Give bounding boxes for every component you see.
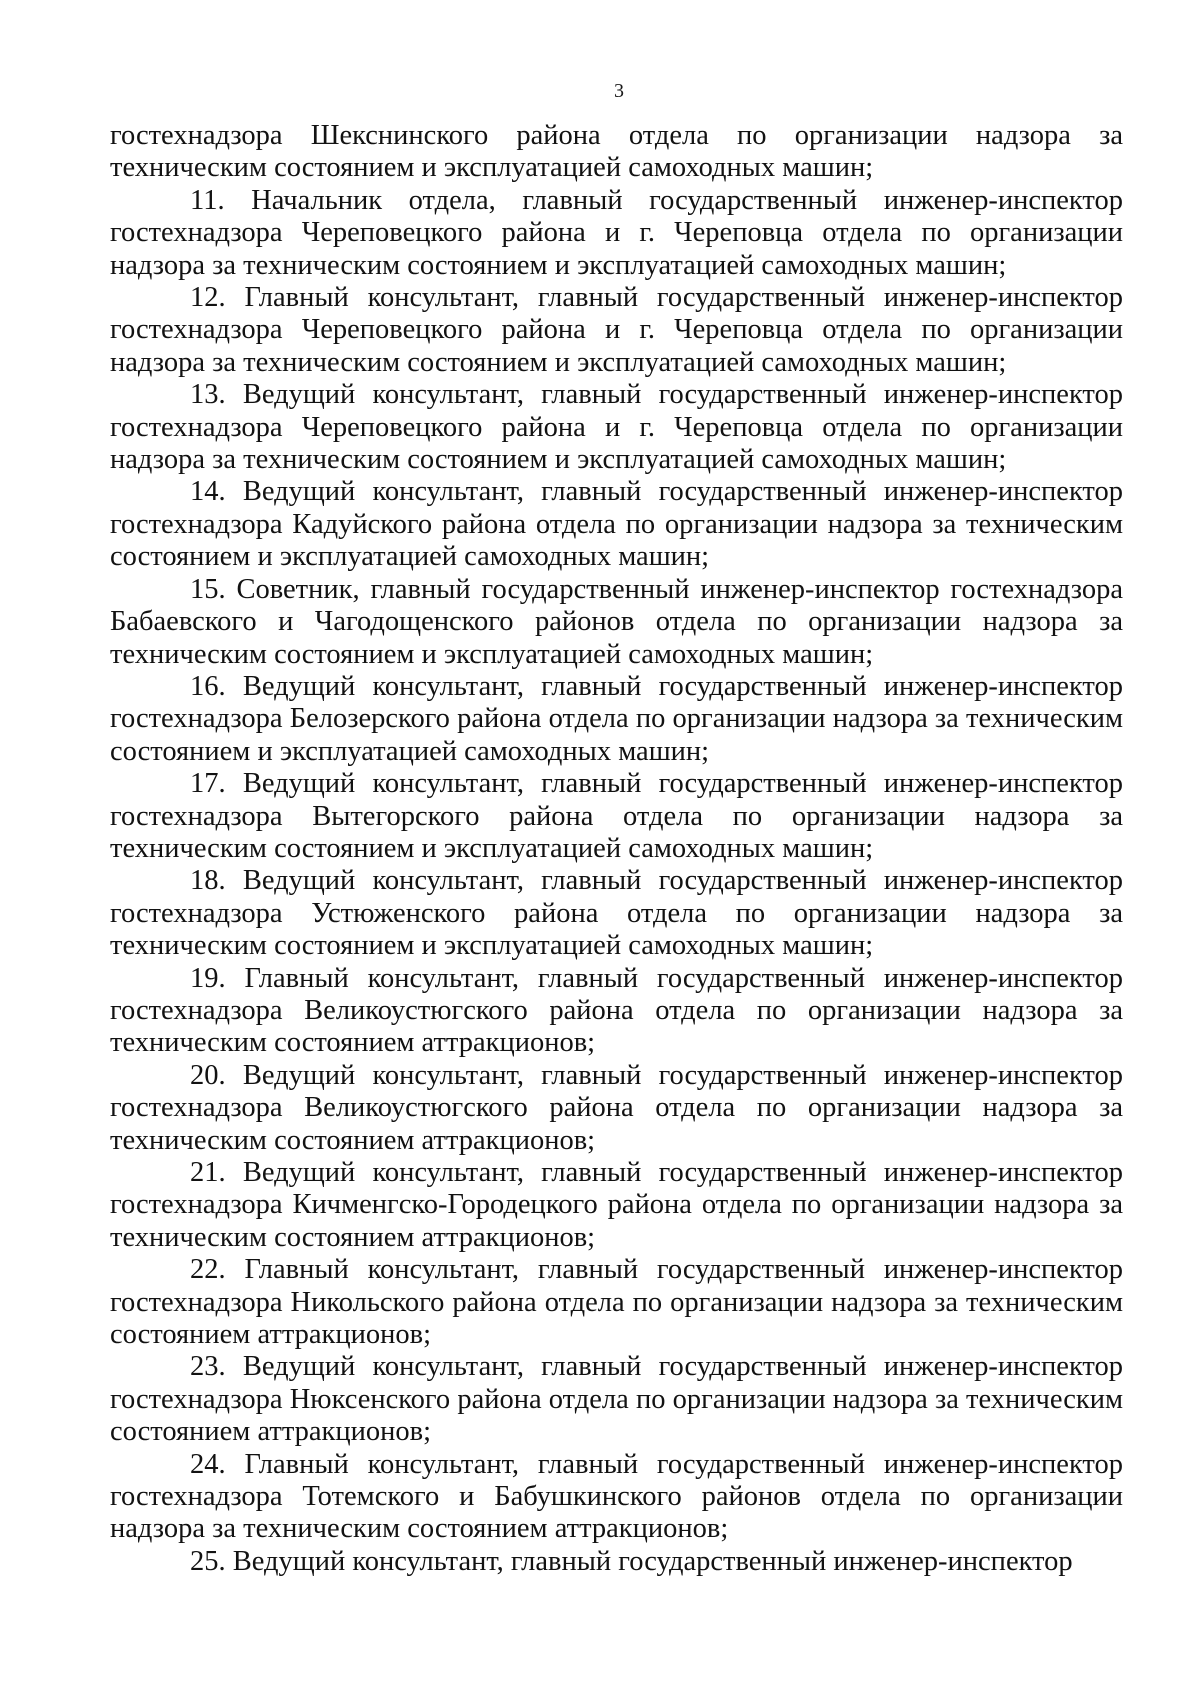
paragraph-item-19: 19. Главный консультант, главный государственный инженер-инспектор гостехнадзора Великоустюгского района отдела по организации надзора за техническим состоянием аттракционов; bbox=[110, 962, 1123, 1059]
paragraph-item-24: 24. Главный консультант, главный государственный инженер-инспектор гостехнадзора Тотемского и Бабушкинского районов отдела по организации надзора за техническим состоянием аттракционов; bbox=[110, 1448, 1123, 1545]
paragraph-item-13: 13. Ведущий консультант, главный государственный инженер-инспектор гостехнадзора Череповецкого района и г. Череповца отдела по организации надзора за техническим состоянием и эксплуатацией самоходных машин; bbox=[110, 379, 1123, 476]
paragraph-item-15: 15. Советник, главный государственный инженер-инспектор гостехнадзора Бабаевского и Чагодощенского районов отдела по организации надзора за техническим состоянием и эксплуатацией самоходных машин; bbox=[110, 573, 1123, 670]
paragraph-item-11: 11. Начальник отдела, главный государственный инженер-инспектор гостехнадзора Череповецкого района и г. Череповца отдела по организации надзора за техническим состоянием и эксплуатацией самоходных машин; bbox=[110, 184, 1123, 281]
document-body bbox=[110, 120, 1123, 1578]
paragraph-item-18: 18. Ведущий консультант, главный государственный инженер-инспектор гостехнадзора Устюженского района отдела по организации надзора за техническим состоянием и эксплуатацией самоходных машин; bbox=[110, 865, 1123, 962]
paragraph-item-20: 20. Ведущий консультант, главный государственный инженер-инспектор гостехнадзора Великоустюгского района отдела по организации надзора за техническим состоянием аттракционов; bbox=[110, 1059, 1123, 1156]
paragraph-item-12: 12. Главный консультант, главный государственный инженер-инспектор гостехнадзора Череповецкого района и г. Череповца отдела по организации надзора за техническим состоянием и эксплуатацией самоходных машин; bbox=[110, 282, 1123, 378]
paragraph-item-17: 17. Ведущий консультант, главный государственный инженер-инспектор гостехнадзора Вытегорского района отдела по организации надзора за техническим состоянием и эксплуатацией самоходных машин; bbox=[110, 768, 1123, 864]
paragraph-item-16: 16. Ведущий консультант, главный государственный инженер-инспектор гостехнадзора Белозерского района отдела по организации надзора за техническим состоянием и эксплуатацией самоходных машин; bbox=[110, 670, 1123, 767]
paragraph-item-14: 14. Ведущий консультант, главный государственный инженер-инспектор гостехнадзора Кадуйского района отдела по организации надзора за техническим состоянием и эксплуатацией самоходных машин; bbox=[110, 476, 1123, 573]
page-number: 3 bbox=[614, 80, 624, 102]
paragraph-continuation: гостехнадзора Шекснинского района отдела по организации надзора за техническим состоянием и эксплуатацией самоходных машин; bbox=[110, 120, 1123, 184]
paragraph-item-23: 23. Ведущий консультант, главный государственный инженер-инспектор гостехнадзора Нюксенского района отдела по организации надзора за техническим состоянием аттракционов; bbox=[110, 1351, 1123, 1448]
paragraph-item-25: 25. Ведущий консультант, главный государственный инженер-инспектор bbox=[190, 1545, 1073, 1577]
paragraph-item-22: 22. Главный консультант, главный государственный инженер-инспектор гостехнадзора Никольского района отдела по организации надзора за техническим состоянием аттракционов; bbox=[110, 1254, 1123, 1351]
paragraph-item-21: 21. Ведущий консультант, главный государственный инженер-инспектор гостехнадзора Кичменгско-Городецкого района отдела по организации надзора за техническим состоянием аттракционов; bbox=[110, 1157, 1123, 1253]
